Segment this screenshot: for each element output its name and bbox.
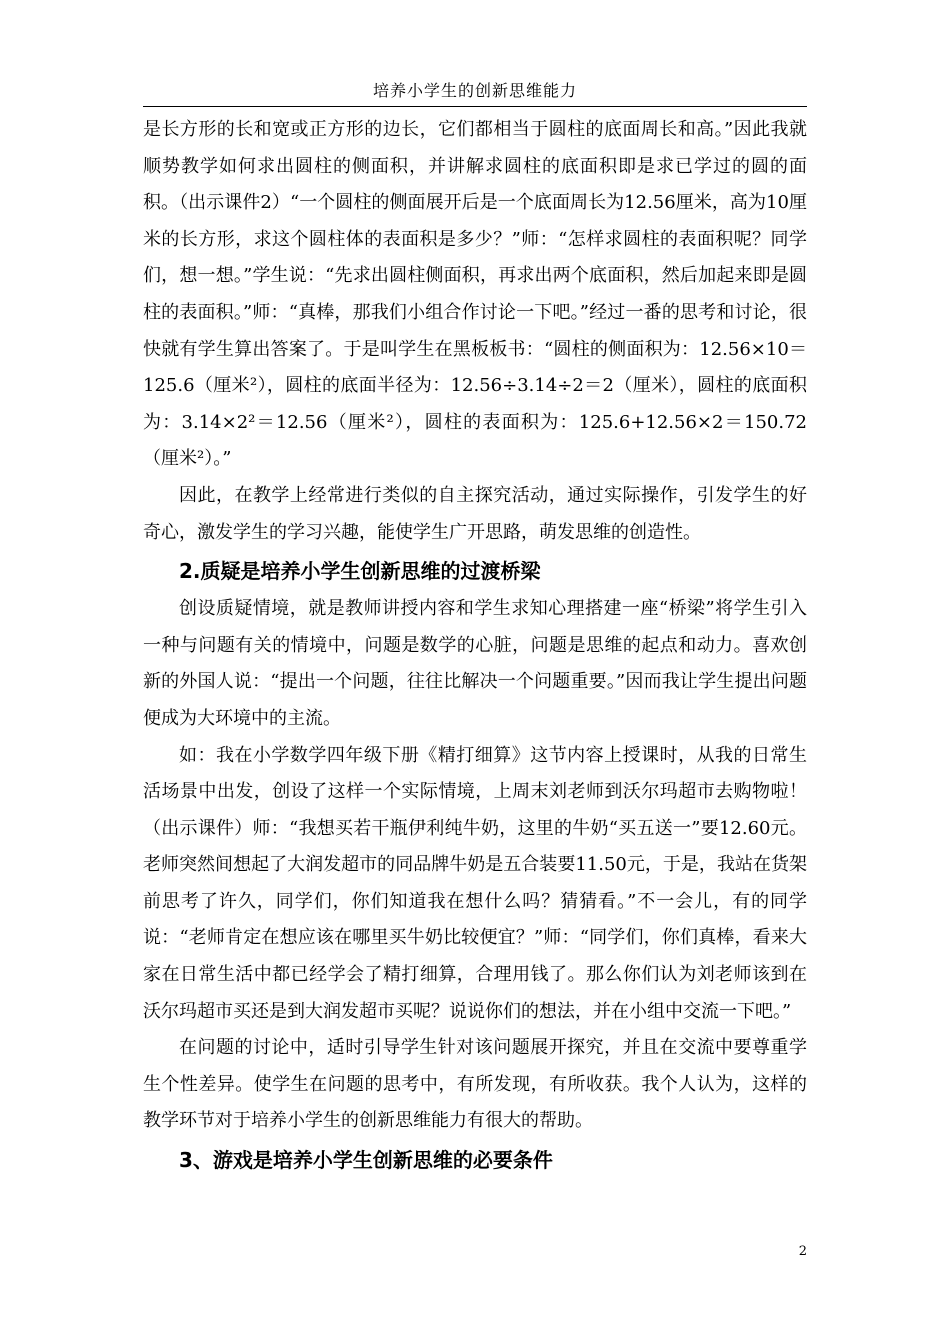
page-number: 2	[798, 1244, 807, 1259]
document-body	[143, 112, 807, 1180]
section-heading-2: 2.质疑是培养小学生创新思维的过渡桥梁	[179, 559, 541, 584]
section-heading-3: 3、游戏是培养小学生创新思维的必要条件	[179, 1148, 553, 1173]
paragraph-3: 创设质疑情境，就是教师讲授内容和学生求知心理搭建一座“桥梁”将学生引入一种与问题有关的情境中，问题是数学的心脏，问题是思维的起点和动力。喜欢创新的外国人说：“提出一个问题，往往比解决一个问题重要。”因而我让学生提出问题便成为大环境中的主流。	[143, 598, 807, 729]
paragraph-2: 因此，在教学上经常进行类似的自主探究活动，通过实际操作，引发学生的好奇心，激发学生的学习兴趣，能使学生广开思路，萌发思维的创造性。	[143, 484, 807, 543]
header-rule	[143, 106, 807, 107]
page-header-title: 培养小学生的创新思维能力	[372, 81, 577, 100]
paragraph-1: 是长方形的长和宽或正方形的边长，它们都相当于圆柱的底面周长和高。”因此我就顺势教学如何求出圆柱的侧面积，并讲解求圆柱的底面积即是求已学过的圆的面积。（出示课件2）“一个圆柱的侧面展开后是一个底面周长为12.56厘米，高为10厘米的长方形，求这个圆柱体的表面积是多少？”师：“怎样求圆柱的表面积呢？同学们，想一想。”学生说：“先求出圆柱侧面积，再求出两个底面积，然后加起来即是圆柱的表面积。”师：“真棒，那我们小组合作讨论一下吧。”经过一番的思考和讨论，很快就有学生算出答案了。于是叫学生在黑板板书：“圆柱的侧面积为：12.56×10＝125.6（厘米²），圆柱的底面半径为：12.56÷3.14÷2＝2（厘米），圆柱的底面积为：3.14×2²＝12.56（厘米²），圆柱的表面积为：125.6+12.56×2＝150.72（厘米²）。”	[143, 119, 807, 470]
paragraph-5: 在问题的讨论中，适时引导学生针对该问题展开探究，并且在交流中要尊重学生个性差异。使学生在问题的思考中，有所发现，有所收获。我个人认为，这样的教学环节对于培养小学生的创新思维能力有很大的帮助。	[143, 1037, 807, 1132]
paragraph-4: 如：我在小学数学四年级下册《精打细算》这节内容上授课时，从我的日常生活场景中出发，创设了这样一个实际情境，上周末刘老师到沃尔玛超市去购物啦！（出示课件）师：“我想买若干瓶伊利纯牛奶，这里的牛奶“买五送一”要12.60元。老师突然间想起了大润发超市的同品牌牛奶是五合装要11.50元，于是，我站在货架前思考了许久，同学们，你们知道我在想什么吗？猜猜看。”不一会儿，有的同学说：“老师肯定在想应该在哪里买牛奶比较便宜？”师：“同学们，你们真棒，看来大家在日常生活中都已经学会了精打细算，合理用钱了。那么你们认为刘老师该到在沃尔玛超市买还是到大润发超市买呢？说说你们的想法，并在小组中交流一下吧。”	[143, 744, 807, 1022]
